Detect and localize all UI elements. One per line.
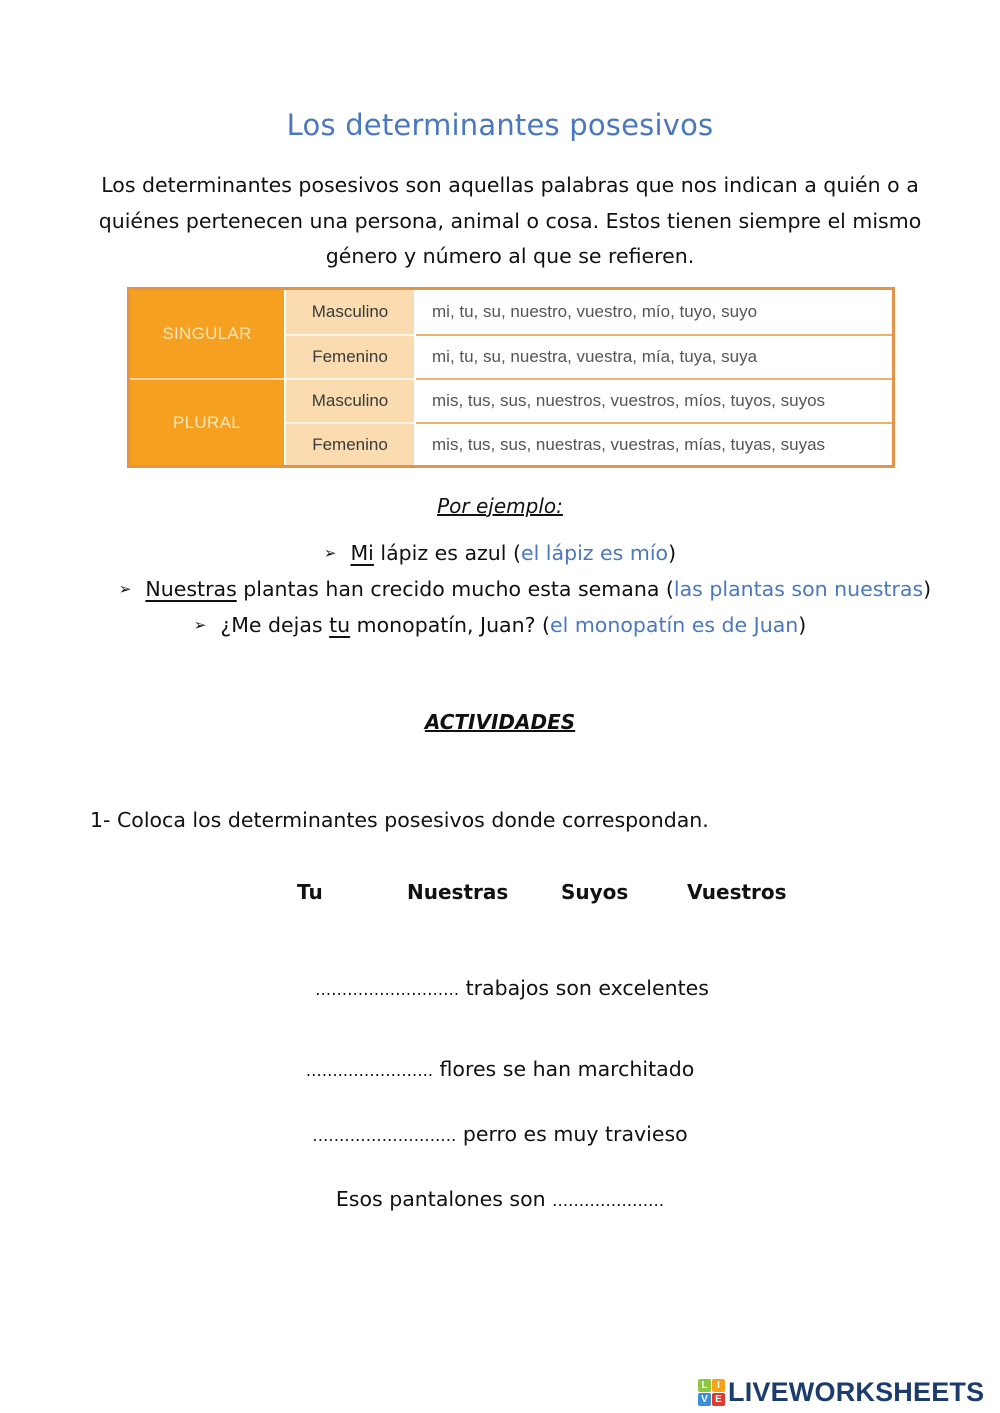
example-text: plantas han crecido mucho esta semana (	[236, 577, 674, 601]
example-text: lápiz es azul (	[373, 541, 521, 565]
example-close: )	[798, 613, 807, 637]
example-text: monopatín, Juan? (	[350, 613, 551, 637]
live-tiles-icon	[698, 1379, 725, 1406]
example-item	[0, 613, 1000, 637]
values-cell: mis, tus, sus, nuestras, vuestras, mías, tuyas, suyas	[416, 424, 892, 465]
blank-field[interactable]: ………………………	[312, 1126, 457, 1145]
word-bank-item[interactable]: Nuestras	[407, 880, 509, 904]
possessives-table	[127, 287, 895, 468]
fill-sentence	[0, 1057, 1000, 1081]
fill-sentence	[0, 1187, 1000, 1211]
example-item	[0, 541, 1000, 565]
examples-heading: Por ejemplo:	[437, 494, 563, 518]
example-note: las plantas son nuestras	[673, 577, 924, 601]
logo-tile: E	[712, 1393, 725, 1406]
question-1: 1- Coloca los determinantes posesivos donde correspondan.	[90, 808, 709, 832]
liveworksheets-logo[interactable]	[698, 1377, 984, 1407]
sentence-text: perro es muy travieso	[456, 1122, 688, 1146]
blank-field[interactable]: …………………	[552, 1191, 665, 1210]
logo-tile: L	[698, 1379, 711, 1392]
intro-paragraph: Los determinantes posesivos son aquellas palabras que nos indican a quién o a quiénes pertenecen una persona, animal o cosa. Estos tienen siempre el mismo género y número al que se refieren.	[98, 173, 922, 268]
example-possessive: Nuestras	[145, 577, 237, 601]
sentence-text: Esos pantalones son	[335, 1187, 553, 1211]
logo-tile: I	[712, 1379, 725, 1392]
fill-sentence	[0, 1122, 1000, 1146]
sentence-text: trabajos son excelentes	[459, 976, 709, 1000]
blank-field[interactable]: ……..…………….	[305, 1061, 433, 1080]
example-text: ¿Me dejas	[220, 613, 330, 637]
activities-heading: ACTIVIDADES	[424, 710, 576, 734]
example-item	[25, 577, 1000, 601]
page-title: Los determinantes posesivos	[286, 108, 714, 142]
word-bank	[0, 880, 1000, 910]
logo-tile: V	[698, 1393, 711, 1406]
values-cell: mi, tu, su, nuestra, vuestra, mía, tuya, suya	[416, 336, 892, 378]
values-cell: mi, tu, su, nuestro, vuestro, mío, tuyo, suyo	[416, 290, 892, 334]
word-bank-item[interactable]: Tu	[297, 880, 323, 904]
example-possessive: tu	[329, 613, 351, 637]
brand-name: LIVEWORKSHEETS	[728, 1376, 985, 1407]
arrow-bullet-icon: ➢	[193, 616, 207, 634]
fill-sentence	[12, 976, 1000, 1000]
blank-field[interactable]: ………………………	[315, 980, 460, 999]
gender-cell: Femenino	[286, 336, 414, 378]
group-singular: SINGULAR	[130, 290, 284, 380]
example-close: )	[923, 577, 932, 601]
example-note: el monopatín es de Juan	[550, 613, 799, 637]
word-bank-item[interactable]: Suyos	[561, 880, 629, 904]
example-note: el lápiz es mío	[520, 541, 669, 565]
example-close: )	[668, 541, 677, 565]
gender-cell: Femenino	[286, 424, 414, 465]
values-cell: mis, tus, sus, nuestros, vuestros, míos, tuyos, suyos	[416, 380, 892, 422]
gender-cell: Masculino	[286, 290, 414, 334]
sentence-text: flores se han marchitado	[433, 1057, 695, 1081]
gender-cell: Masculino	[286, 380, 414, 422]
arrow-bullet-icon: ➢	[323, 544, 337, 562]
group-plural: PLURAL	[130, 380, 284, 465]
example-possessive: Mi	[350, 541, 374, 565]
arrow-bullet-icon: ➢	[118, 580, 132, 598]
word-bank-item[interactable]: Vuestros	[687, 880, 787, 904]
